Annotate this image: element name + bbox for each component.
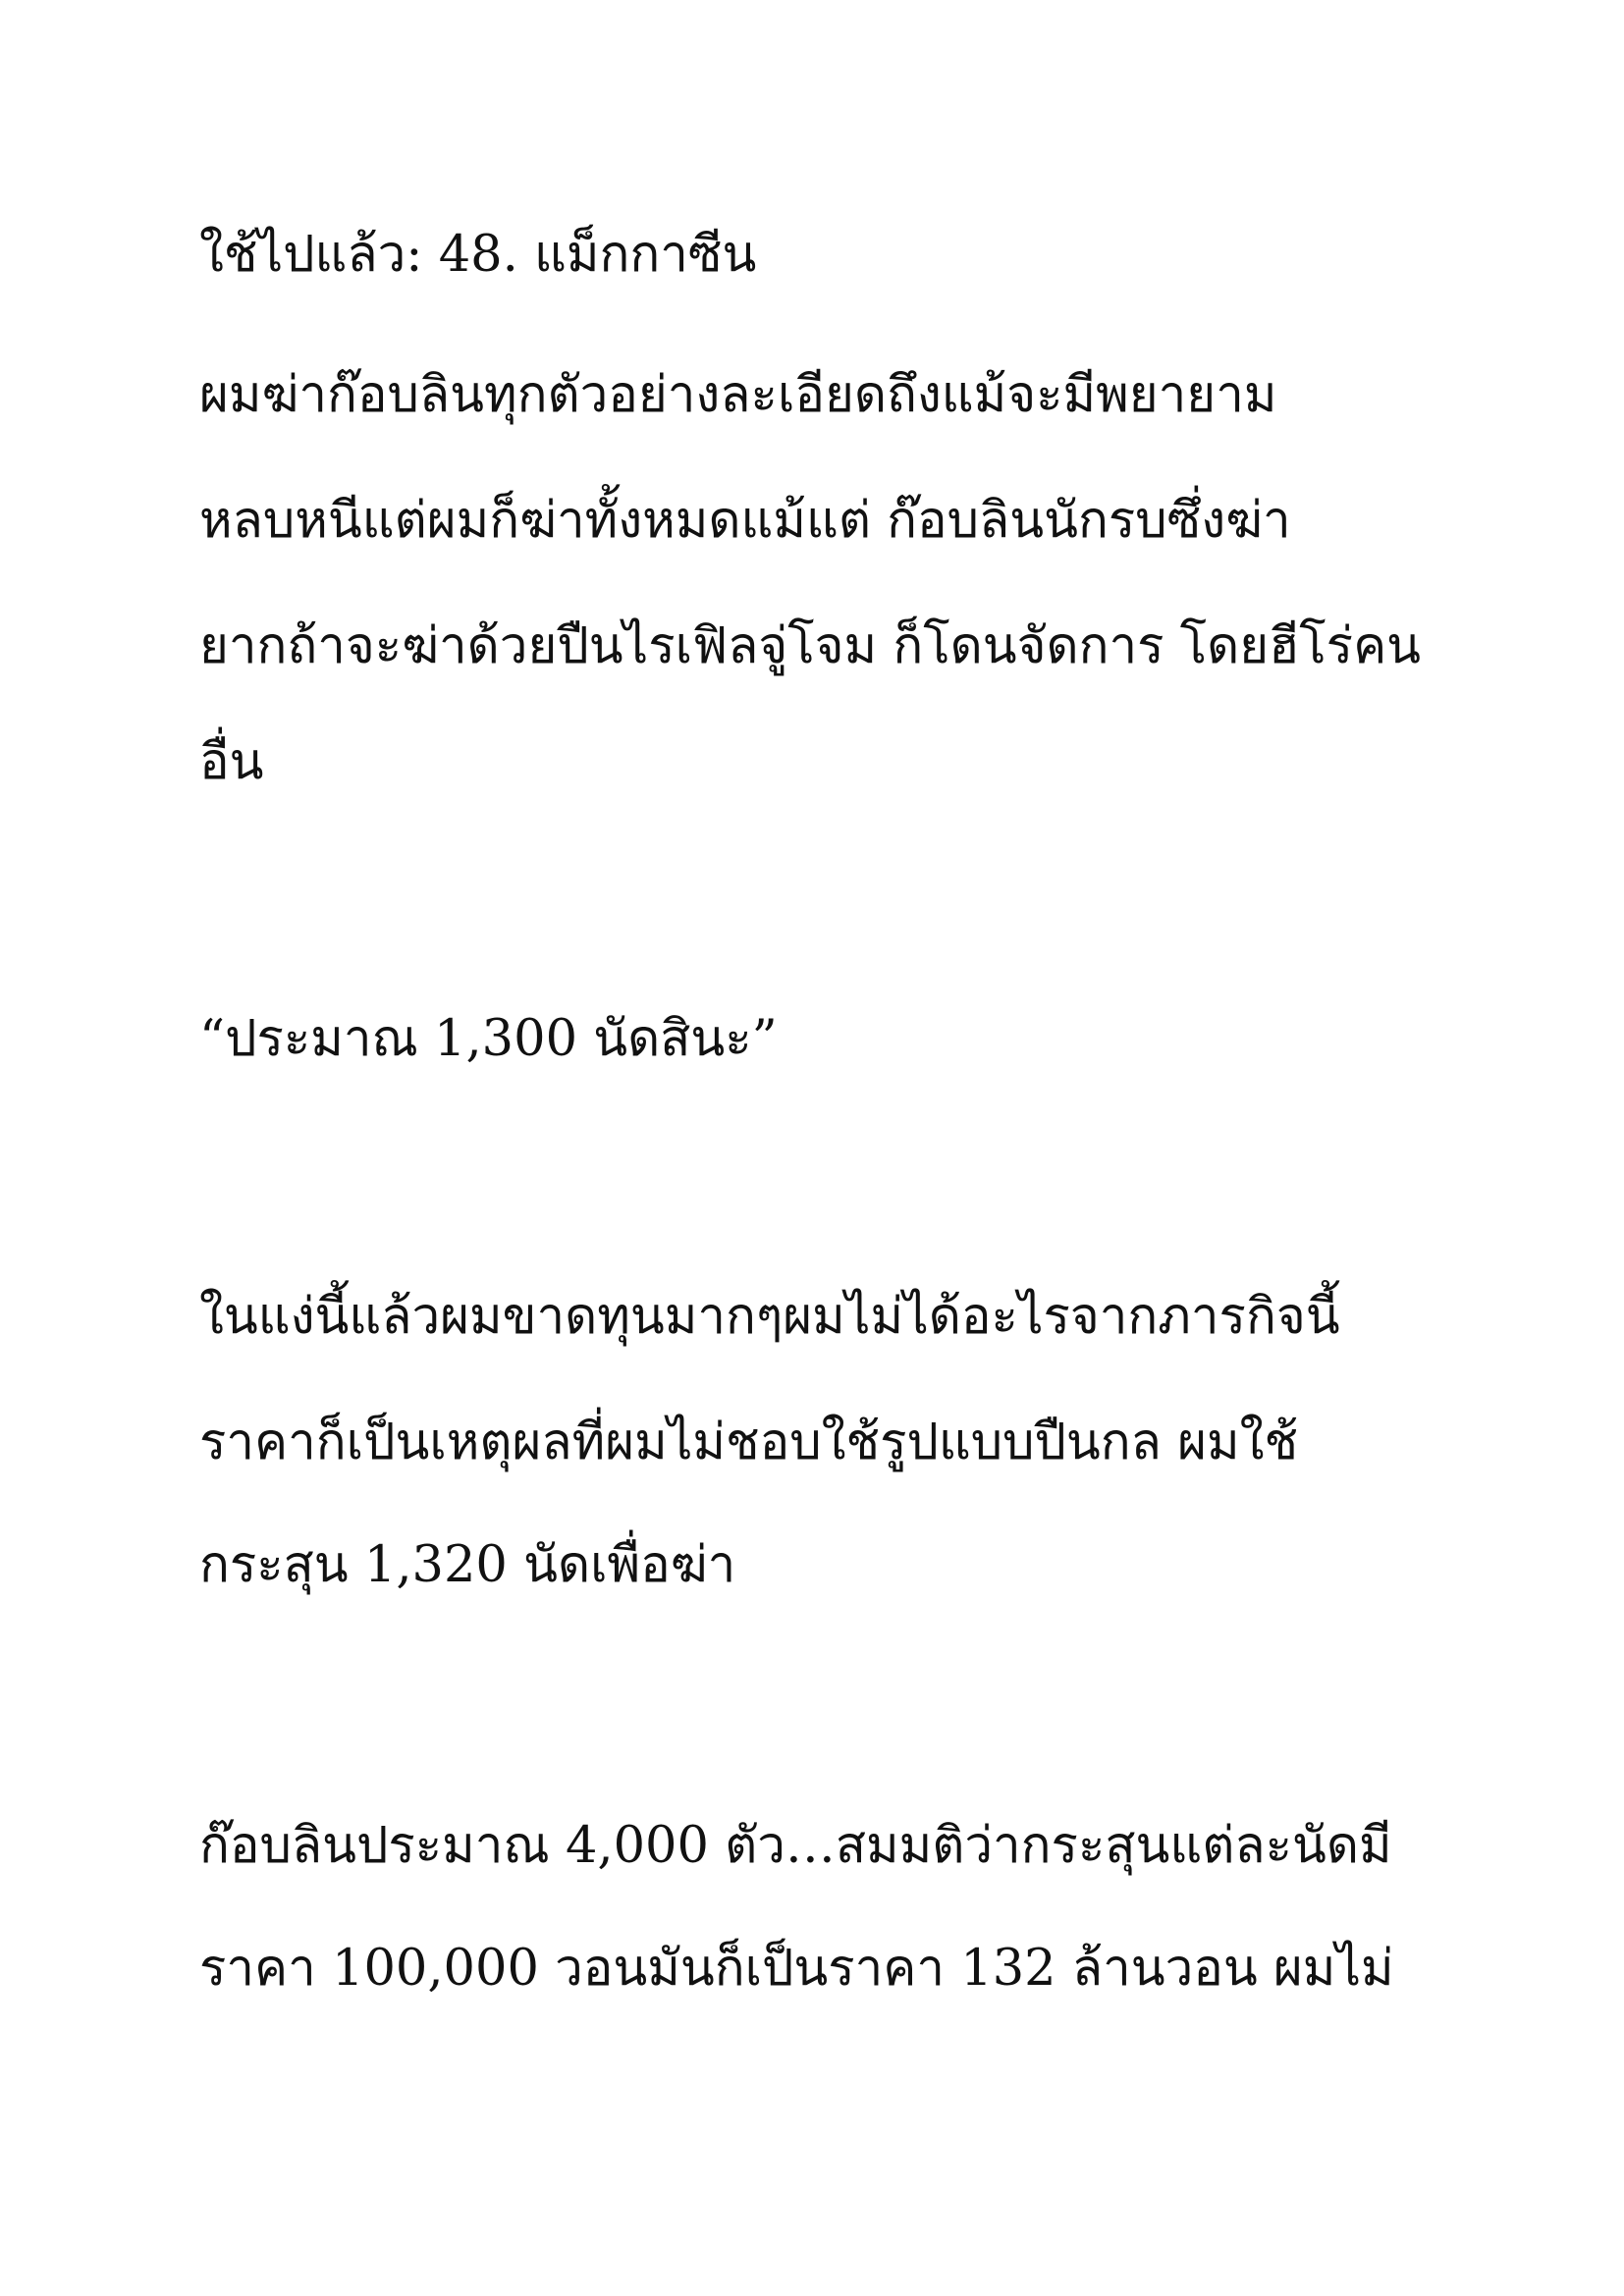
paragraph-line: ราคา 100,000 วอนมันก็เป็นราคา 132 ล้านวอน ผมไม่: [199, 1940, 1394, 1998]
paragraph-line: ก๊อบลินประมาณ 4,000 ตัว…สมมติว่ากระสุนแต่ละนัดมี: [199, 1817, 1392, 1875]
header-line: ใช้ไปแล้ว: 48. แม็กกาซีน: [199, 226, 757, 284]
paragraph-line: ในแง่นี้แล้วผมขาดทุนมากๆผมไม่ได้อะไรจากภารกิจนี้: [199, 1288, 1340, 1346]
paragraph-line: กระสุน 1,320 นัดเพื่อฆ่า: [199, 1536, 736, 1594]
paragraph-line: ผมฆ่าก๊อบลินทุกตัวอย่างละเอียดถึงแม้จะมีพยายาม: [199, 366, 1277, 424]
paragraph-line: อื่น: [199, 733, 264, 791]
paragraph-line: ราคาก็เป็นเหตุผลที่ผมไม่ชอบใช้รูปแบบปืนกล ผมใช้: [199, 1414, 1299, 1471]
dialogue-line: “ประมาณ 1,300 นัดสินะ”: [199, 1010, 778, 1068]
paragraph-line: ยากถ้าจะฆ่าด้วยปืนไรเฟิลจู่โจม ก็โดนจัดการ โดยฮีโร่คน: [199, 617, 1422, 675]
paragraph-line: หลบหนีแต่ผมก็ฆ่าทั้งหมดแม้แต่ ก๊อบลินนักรบซึ่งฆ่า: [199, 492, 1291, 550]
